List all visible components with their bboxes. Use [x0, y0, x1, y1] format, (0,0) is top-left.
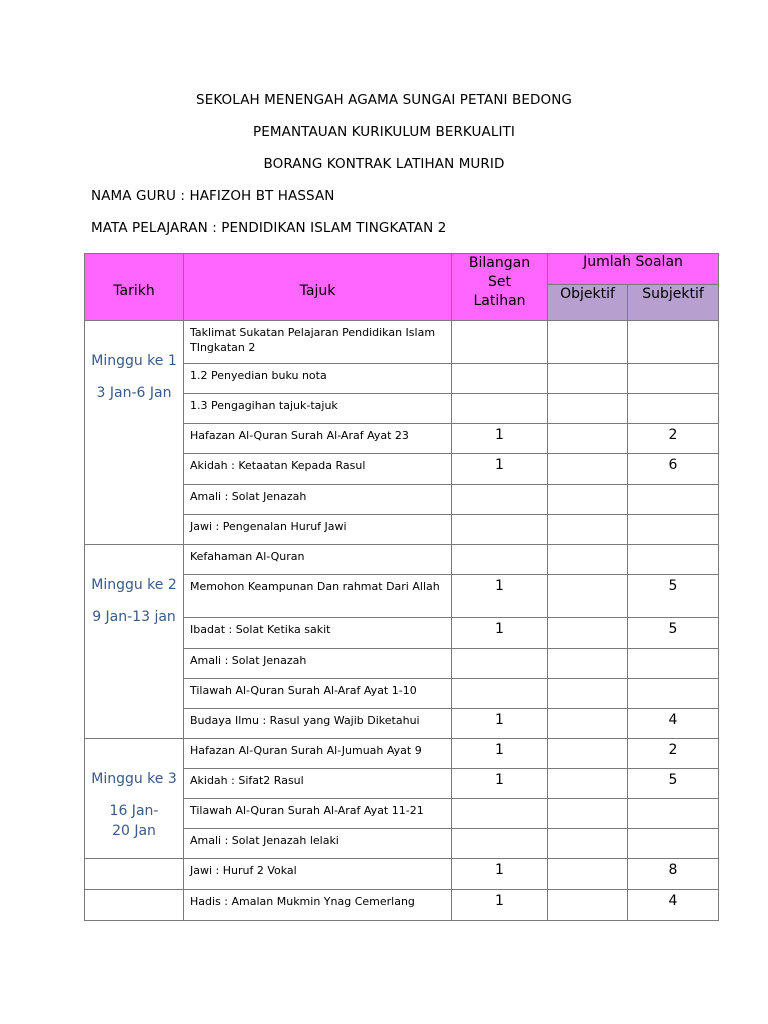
set-count-cell	[452, 515, 548, 545]
subjektif-cell	[628, 799, 719, 829]
week-cell	[85, 859, 184, 890]
objektif-cell	[548, 321, 628, 364]
header-jumlah-soalan: Jumlah Soalan	[548, 254, 719, 285]
set-count-cell	[452, 394, 548, 424]
subjektif-cell: 5	[628, 575, 719, 618]
topic-cell: Jawi : Huruf 2 Vokal	[184, 859, 452, 890]
set-count-cell: 1	[452, 890, 548, 921]
objektif-cell	[548, 454, 628, 485]
header-tarikh: Tarikh	[85, 254, 184, 321]
objektif-cell	[548, 515, 628, 545]
objektif-cell	[548, 394, 628, 424]
header-bilangan-line1: Bilangan	[468, 255, 531, 271]
set-count-cell	[452, 545, 548, 575]
topic-cell: Amali : Solat Jenazah lelaki	[184, 829, 452, 859]
objektif-cell	[548, 739, 628, 769]
header-bilangan-line2: Set	[488, 274, 511, 290]
subjektif-cell: 6	[628, 454, 719, 485]
topic-cell: Amali : Solat Jenazah	[184, 485, 452, 515]
week-dates: 9 Jan-13 jan	[92, 609, 176, 625]
subjektif-cell: 4	[628, 709, 719, 739]
set-count-cell	[452, 485, 548, 515]
table-row	[85, 321, 719, 364]
subject-name: MATA PELAJARAN : PENDIDIKAN ISLAM TINGKATAN 2	[91, 220, 447, 236]
set-count-cell	[452, 364, 548, 394]
week-cell	[85, 890, 184, 921]
topic-cell: Akidah : Sifat2 Rasul	[184, 769, 452, 799]
form-title: BORANG KONTRAK LATIHAN MURID	[263, 156, 505, 172]
topic-cell: Hafazan Al-Quran Surah Al-Araf Ayat 23	[184, 424, 452, 454]
week-dates: 3 Jan-6 Jan	[96, 385, 172, 401]
topic-cell: Tilawah Al-Quran Surah Al-Araf Ayat 11-21	[184, 799, 452, 829]
objektif-cell	[548, 829, 628, 859]
program-title: PEMANTAUAN KURIKULUM BERKUALITI	[253, 124, 515, 140]
contract-table	[84, 253, 719, 921]
objektif-cell	[548, 618, 628, 649]
teacher-name: NAMA GURU : HAFIZOH BT HASSAN	[91, 188, 335, 204]
objektif-cell	[548, 364, 628, 394]
week-cell	[85, 739, 184, 859]
topic-cell: Jawi : Pengenalan Huruf Jawi	[184, 515, 452, 545]
set-count-cell: 1	[452, 709, 548, 739]
topic-cell: Hafazan Al-Quran Surah Al-Jumuah Ayat 9	[184, 739, 452, 769]
topic-cell: Memohon Keampunan Dan rahmat Dari Allah	[184, 575, 452, 618]
subjektif-cell: 4	[628, 890, 719, 921]
topic-cell: Tilawah Al-Quran Surah Al-Araf Ayat 1-10	[184, 679, 452, 709]
header-tajuk: Tajuk	[184, 254, 452, 321]
set-count-cell: 1	[452, 739, 548, 769]
subjektif-cell	[628, 649, 719, 679]
header-subjektif: Subjektif	[628, 285, 719, 321]
subjektif-cell: 2	[628, 739, 719, 769]
objektif-cell	[548, 679, 628, 709]
objektif-cell	[548, 890, 628, 921]
objektif-cell	[548, 799, 628, 829]
set-count-cell	[452, 829, 548, 859]
topic-cell: Amali : Solat Jenazah	[184, 649, 452, 679]
week-name: Minggu ke 2	[91, 577, 177, 593]
week-name: Minggu ke 1	[91, 353, 177, 369]
topic-cell: 1.3 Pengagihan tajuk-tajuk	[184, 394, 452, 424]
table-row	[85, 545, 719, 575]
header-bilangan-line3: Latihan	[473, 293, 526, 309]
week-dates: 16 Jan- 20 Jan	[109, 803, 159, 839]
objektif-cell	[548, 649, 628, 679]
topic-cell: Hadis : Amalan Mukmin Ynag Cemerlang	[184, 890, 452, 921]
set-count-cell: 1	[452, 575, 548, 618]
set-count-cell: 1	[452, 424, 548, 454]
week-cell	[85, 321, 184, 545]
header-bilangan-set-latihan	[452, 254, 548, 321]
set-count-cell	[452, 799, 548, 829]
subjektif-cell	[628, 545, 719, 575]
set-count-cell: 1	[452, 769, 548, 799]
set-count-cell: 1	[452, 454, 548, 485]
subjektif-cell: 5	[628, 769, 719, 799]
table-body	[85, 321, 719, 921]
set-count-cell: 1	[452, 859, 548, 890]
table-row	[85, 859, 719, 890]
objektif-cell	[548, 424, 628, 454]
objektif-cell	[548, 769, 628, 799]
subjektif-cell	[628, 515, 719, 545]
set-count-cell: 1	[452, 618, 548, 649]
set-count-cell	[452, 321, 548, 364]
topic-cell: Budaya Ilmu : Rasul yang Wajib Diketahui	[184, 709, 452, 739]
table-row	[85, 739, 719, 769]
subjektif-cell	[628, 394, 719, 424]
set-count-cell	[452, 649, 548, 679]
objektif-cell	[548, 575, 628, 618]
objektif-cell	[548, 545, 628, 575]
topic-cell: Ibadat : Solat Ketika sakit	[184, 618, 452, 649]
subjektif-cell	[628, 364, 719, 394]
school-name: SEKOLAH MENENGAH AGAMA SUNGAI PETANI BEDONG	[196, 92, 572, 108]
table-row	[85, 890, 719, 921]
subjektif-cell: 2	[628, 424, 719, 454]
objektif-cell	[548, 485, 628, 515]
week-cell	[85, 545, 184, 739]
topic-cell: 1.2 Penyedian buku nota	[184, 364, 452, 394]
topic-cell: Kefahaman Al-Quran	[184, 545, 452, 575]
subjektif-cell: 8	[628, 859, 719, 890]
week-name: Minggu ke 3	[91, 771, 177, 787]
objektif-cell	[548, 859, 628, 890]
subjektif-cell	[628, 829, 719, 859]
subjektif-cell: 5	[628, 618, 719, 649]
set-count-cell	[452, 679, 548, 709]
subjektif-cell	[628, 485, 719, 515]
subjektif-cell	[628, 321, 719, 364]
topic-cell: Taklimat Sukatan Pelajaran Pendidikan Islam TIngkatan 2	[184, 321, 452, 364]
topic-cell: Akidah : Ketaatan Kepada Rasul	[184, 454, 452, 485]
subjektif-cell	[628, 679, 719, 709]
header-objektif: Objektif	[548, 285, 628, 321]
objektif-cell	[548, 709, 628, 739]
